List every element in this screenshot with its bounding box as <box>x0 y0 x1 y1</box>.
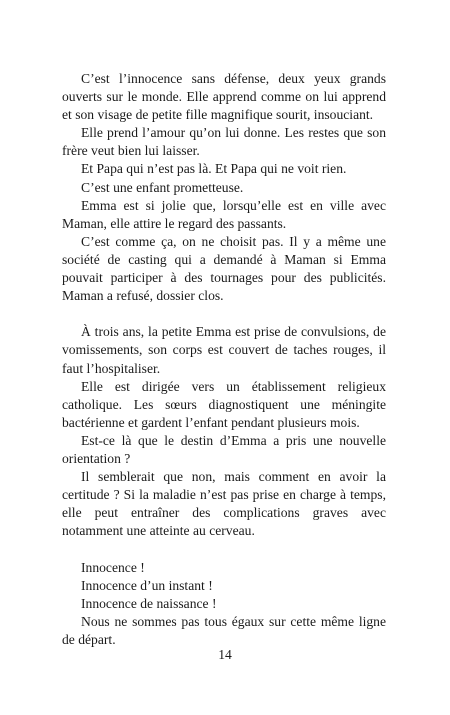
paragraph: C’est comme ça, on ne choisit pas. Il y a même une société de casting qui a demandé à Maman si Emma pouvait participer à des tournages pour des publicités. Maman a refusé, dossier clos. <box>62 233 386 304</box>
paragraph: Elle est dirigée vers un établissement religieux catholique. Les sœurs diagnostiquent une méningite bactérienne et gardent l’enfant pendant plusieurs mois. <box>62 378 386 430</box>
paragraph: C’est l’innocence sans défense, deux yeux grands ouverts sur le monde. Elle apprend comme on lui apprend et son visage de petite fille magnifique sourit, insouciant. <box>62 71 386 123</box>
paragraph: Nous ne sommes pas tous égaux sur cette même ligne de départ. <box>62 613 386 647</box>
page-number: 14 <box>218 647 232 662</box>
paragraph: Innocence de naissance ! <box>81 595 217 611</box>
paragraph: À trois ans, la petite Emma est prise de convulsions, de vomissements, son corps est couvert de taches rouges, il faut l’hospitaliser. <box>62 324 386 376</box>
section-break <box>62 540 386 558</box>
paragraph: Emma est si jolie que, lorsqu’elle est en ville avec Maman, elle attire le regard des passants. <box>62 197 386 231</box>
paragraph: Est-ce là que le destin d’Emma a pris une nouvelle orientation ? <box>62 432 386 466</box>
paragraph: Et Papa qui n’est pas là. Et Papa qui ne voit rien. <box>81 161 347 177</box>
paragraph: Innocence d’un instant ! <box>81 577 213 593</box>
section-break <box>62 305 386 323</box>
paragraph: Il semblerait que non, mais comment en avoir la certitude ? Si la maladie n’est pas prise en charge à temps, elle peut entraîner des complications graves avec notamment une atteinte au cerveau. <box>62 469 386 539</box>
paragraph: Elle prend l’amour qu’on lui donne. Les restes que son frère veut bien lui laisser. <box>62 125 386 159</box>
paragraph: Innocence ! <box>81 559 145 575</box>
paragraph: C’est une enfant prometteuse. <box>81 179 244 195</box>
body-text <box>62 70 386 649</box>
